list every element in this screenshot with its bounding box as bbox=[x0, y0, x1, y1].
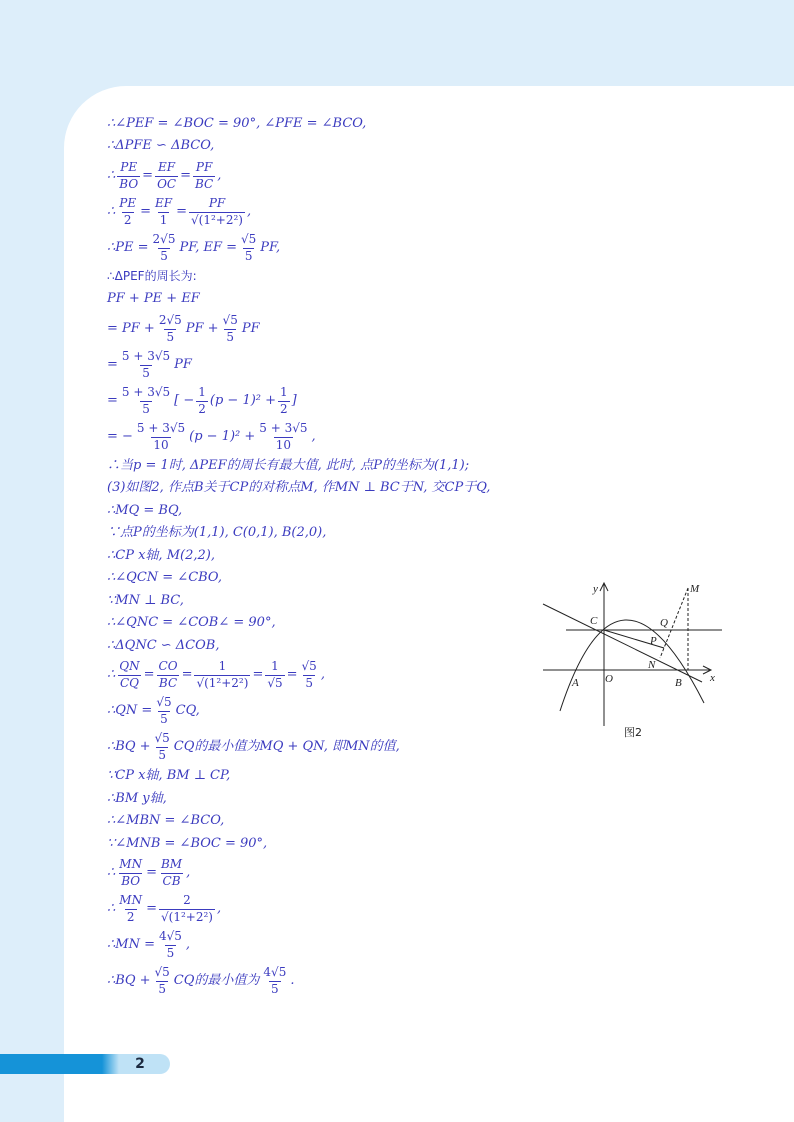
left-margin-band bbox=[0, 0, 64, 1122]
line-13: (3)如图2, 作点B关于CP的对称点M, 作MN ⊥ BC于N, 交CP于Q, bbox=[107, 480, 491, 496]
line-3: ∴ $\frac{PE}{BO}$ = $\frac{EF}{OC}$ = $\frac{PF}{BC}$ , bbox=[107, 159, 222, 191]
line-2: ∴ΔPFE ∽ ΔBCO, bbox=[107, 138, 215, 154]
line-10: = $\frac{5 + 3√5}{5}$ [ − $\frac{1}{2}$ (p − 1)² + $\frac{1}{2}$ ] bbox=[107, 384, 297, 416]
label-n: N bbox=[648, 659, 656, 671]
line-20: ∴ΔQNC ∽ ΔCOB, bbox=[107, 637, 220, 653]
parabola bbox=[560, 620, 704, 711]
line-21: ∴ $\frac{QN}{CQ}$ = $\frac{CO}{BC}$ = $\frac{1}{\text{√(1²+2²)}}$ = $\frac{1}{√5}$ = $\frac{√5}{5}$ , bbox=[107, 659, 325, 690]
geometry-figure bbox=[538, 578, 723, 728]
line-7: PF + PE + EF bbox=[107, 291, 200, 307]
label-b: B bbox=[675, 677, 682, 689]
line-19: ∴∠QNC = ∠COB∠ = 90°, bbox=[107, 615, 276, 631]
line-26: ∴∠MBN = ∠BCO, bbox=[107, 813, 225, 829]
line-16: ∴CP x轴, M(2,2), bbox=[107, 547, 215, 563]
line-6: ∴ΔPEF的周长为: bbox=[107, 269, 197, 284]
label-y: y bbox=[593, 583, 598, 595]
line-5: ∴PE = $\frac{2√5}{5}$ PF, EF = $\frac{√5}{5}$ PF, bbox=[107, 231, 281, 263]
line-12: ∴当p = 1时, ΔPEF的周长有最大值, 此时, 点P的坐标为(1,1); bbox=[107, 457, 470, 473]
line-28: ∴ $\frac{MN}{BO}$ = $\frac{BM}{CB}$ , bbox=[107, 857, 191, 888]
line-1: ∴∠PEF = ∠BOC = 90°, ∠PFE = ∠BCO, bbox=[107, 115, 367, 131]
line-11: = − $\frac{5 + 3√5}{10}$ (p − 1)² + $\frac{5 + 3√5}{10}$ , bbox=[107, 420, 316, 452]
header-band bbox=[0, 0, 794, 86]
page-number: 2 bbox=[135, 1056, 145, 1072]
line-17: ∴∠QCN = ∠CBO, bbox=[107, 570, 222, 586]
line-25: ∴BM y轴, bbox=[107, 790, 167, 806]
label-a: A bbox=[572, 677, 579, 689]
label-x: x bbox=[710, 672, 715, 684]
line-23: ∴BQ + $\frac{√5}{5}$ CQ的最小值为MQ + QN, 即MN的值, bbox=[107, 731, 400, 762]
line-22: ∴QN = $\frac{√5}{5}$ CQ, bbox=[107, 695, 200, 726]
line-4: ∴ $\frac{PE}{2}$ = $\frac{EF}{1}$ = $\frac{PF}{\text{√(1²+2²)}}$ , bbox=[107, 195, 252, 227]
line-30: ∴MN = $\frac{4√5}{5}$ , bbox=[107, 929, 191, 960]
line-27: ∵∠MNB = ∠BOC = 90°, bbox=[107, 835, 268, 851]
line-14: ∴MQ = BQ, bbox=[107, 502, 183, 518]
line-18: ∵MN ⊥ BC, bbox=[107, 592, 184, 608]
label-p: P bbox=[650, 635, 657, 647]
line-9: = $\frac{5 + 3√5}{5}$ PF bbox=[107, 348, 192, 380]
label-c: C bbox=[590, 615, 598, 627]
solution-text bbox=[107, 113, 627, 1000]
line-31: ∴BQ + $\frac{√5}{5}$ CQ的最小值为 $\frac{4√5}{5}$ . bbox=[107, 965, 295, 996]
line-15: ∵点P的坐标为(1,1), C(0,1), B(2,0), bbox=[107, 525, 327, 541]
line-8: = PF + $\frac{2√5}{5}$ PF + $\frac{√5}{5}$ PF bbox=[107, 312, 260, 344]
figure-caption: 图2 bbox=[624, 726, 642, 739]
label-m: M bbox=[690, 583, 700, 595]
line-29: ∴ $\frac{MN}{2}$ = $\frac{2}{\text{√(1²+2²)}}$ , bbox=[107, 893, 222, 924]
label-q: Q bbox=[660, 617, 668, 629]
label-o: O bbox=[605, 673, 613, 685]
line-24: ∵CP x轴, BM ⊥ CP, bbox=[107, 768, 231, 784]
